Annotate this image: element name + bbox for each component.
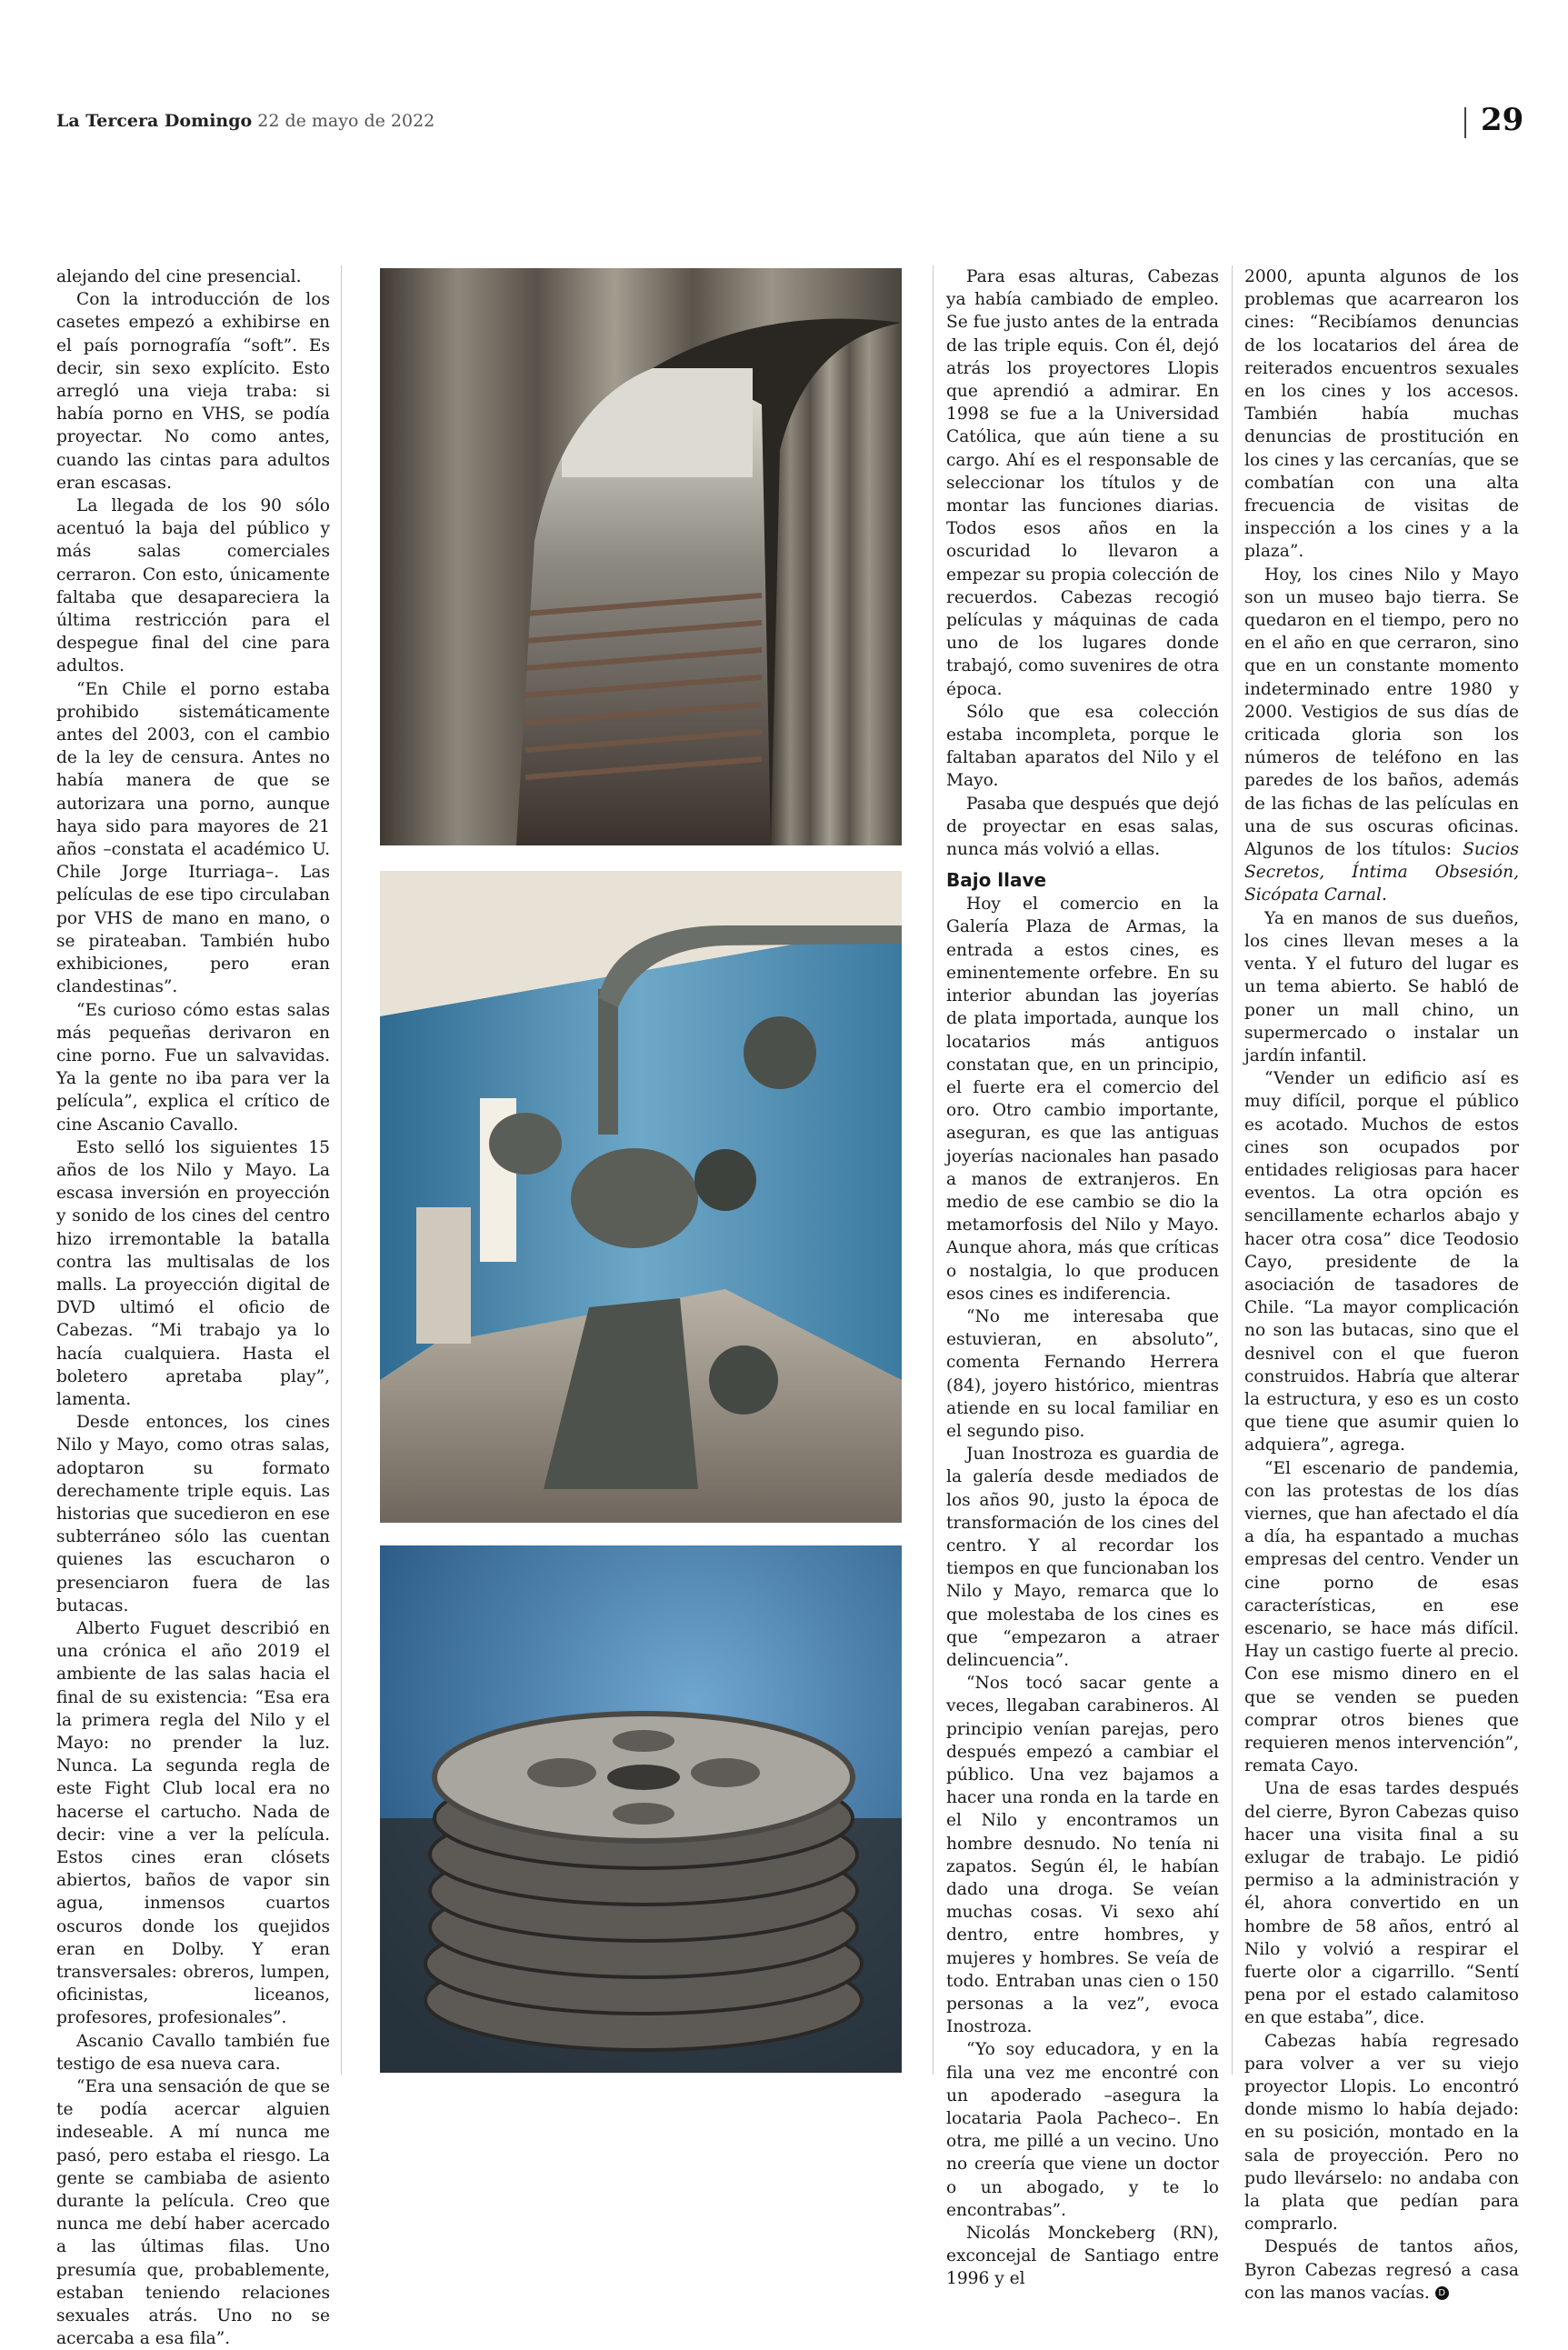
paragraph: “El escenario de pandemia, con las protestas de los días viernes, que han afectado el día a día, ha espantado a muchas empresas del centro. Vender un cine porno de esas características, en ese escenario, se hace más difícil. Hay un castigo fuerte al precio. Con ese mismo dinero en el que se venden se pueden comprar otros bienes que requieren menos intervención”, remata Cayo. <box>1244 1458 1519 1776</box>
paragraph: Esto selló los siguientes 15 años de los Nilo y Mayo. La escasa inversión en proyección y sonido de los cines del centro hizo irremontable la batalla contra las multisalas de los malls. La proyección digital de DVD ultimó el oficio de Cabezas. “Mi trabajo ya lo hacía cualquiera. Hasta el boletero apretaba play”, lamenta. <box>56 1137 330 1409</box>
paragraph: “Vender un edificio así es muy difícil, porque el público es acotado. Muchos de estos cines son ocupados por entidades religiosas para hacer eventos. La otra opción es sencillamente echarlos abajo y hacer otra cosa” dice Teodosio Cayo, presidente de la asociación de tasadores de Chile. “La mayor complicación no son las butacas, sino que el desnivel con el que fueron construidos. Habría que alterar la estructura, y eso es un costo que tiene que asumir quien lo adquiera”, agrega. <box>1244 1069 1519 1455</box>
projection-room-photo <box>380 871 902 1523</box>
subheading: Bajo llave <box>946 869 1047 892</box>
end-of-article-icon: D <box>1435 2286 1449 2300</box>
publication-line <box>56 111 434 131</box>
column-4 <box>1244 265 1519 2303</box>
paragraph: Nicolás Monckeberg (RN), exconcejal de Santiago entre 1996 y el <box>946 2224 1219 2289</box>
paragraph: 2000, apunta algunos de los problemas que acarrearon los cines: “Recibíamos denuncias de los locatarios del área de reiterados encuentros sexuales en los cines y los accesos. También había muchas denuncias de prostitución en los cines y las cercanías, que se combatían con una alta frecuencia de visitas de inspección a los cines y a la plaza”. <box>1244 267 1519 562</box>
film-reels-photo <box>380 1545 902 2073</box>
paragraph: La llegada de los 90 sólo acentuó la baja del público y más salas comerciales cerraron. Con esto, únicamente faltaba que desapareciera la última restricción para el despegue final del cine para adultos. <box>56 496 330 676</box>
paragraph: Cabezas había regresado para volver a ver su viejo proyector Llopis. Lo encontró donde mismo lo había dejado: en su posición, montado en la sala de proyección. Pero no pudo llevárselo: no andaba con la plata que pedían para comprarlo. <box>1244 2031 1519 2235</box>
column-divider <box>1232 265 1233 2075</box>
paragraph: Juan Inostroza es guardia de la galería desde mediados de los años 90, justo la época de transformación de los cines del centro. Y al recordar los tiempos en que funcionaban los Nilo y Mayo, remarca que lo que molestaba de los cines es que “empezaron a atraer delincuencia”. <box>946 1445 1219 1670</box>
paragraph <box>1244 2235 1519 2305</box>
curtain-theater-photo <box>380 268 902 845</box>
paragraph: Ya en manos de sus dueños, los cines llevan meses a la venta. Y el futuro del lugar es un tema abierto. Se habló de poner un mall chino, un supermercado o instalar un jardín infantil. <box>1244 908 1519 1065</box>
paragraph: “Nos tocó sacar gente a veces, llegaban carabineros. Al principio venían parejas, pero después empezó a cambiar el público. Una vez bajamos a hacer una ronda en la tarde en el Nilo y encontramos un hombre desnudo. No tenía ni zapatos. Según él, le habían dado una droga. Se veían muchas cosas. Vi sexo ahí dentro, entre hombres, y mujeres y hombres. Se veía de todo. Entraban unas cien o 150 personas a la vez”, evoca Inostroza. <box>946 1674 1219 2037</box>
header-divider <box>1464 107 1466 138</box>
paragraph: “Es curioso cómo estas salas más pequeñas derivaron en cine porno. Fue un salvavidas. Ya la gente no iba para ver la película”, explica el crítico de cine Ascanio Cavallo. <box>56 1000 330 1135</box>
paragraph: Sólo que esa colección estaba incompleta, porque le faltaban aparatos del Nilo y el Mayo. <box>946 702 1219 791</box>
paragraph: alejando del cine presencial. <box>56 267 302 286</box>
page-number: 29 <box>1481 102 1524 138</box>
paragraph: Con la introducción de los casetes empezó a exhibirse en el país pornografía “soft”. Es decir, sin sexo explícito. Esto arregló una vieja traba: si había porno en VHS, se podía proyectar. No como antes, cuando las cintas para adultos eran escasas. <box>56 290 330 493</box>
paragraph: “Yo soy educadora, y en la fila una vez me encontré con un apoderado –asegura la locataria Paola Pacheco–. En otra, me pillé a un vecino. Uno no creería que viene un doctor o un abogado, y te lo encontrabas”. <box>946 2040 1219 2220</box>
paragraph-text: Después de tantos años, Byron Cabezas regresó a casa con las manos vacías. <box>1244 2237 1519 2303</box>
paragraph: “Era una sensación de que se te podía acercar alguien indeseable. A mí nunca me pasó, pero estaba el riesgo. La gente se cambiaba de asiento durante la película. Creo que nunca me debí haber acercado a las últimas filas. Uno presumía que, probablemente, estaban teniendo relaciones sexuales atrás. Uno no se acercaba a esa fila”. <box>56 2077 330 2349</box>
column-divider <box>341 265 342 2075</box>
paragraph: Una de esas tardes después del cierre, Byron Cabezas quiso hacer una visita final a su exlugar de trabajo. Le pidió permiso a la administración y él, ahora convertido en un hombre de 58 años, entró al Nilo y volvió a respirar el fuerte olor a cigarrillo. “Sentí pena por el estado calamitoso en que estaba”, dice. <box>1244 1779 1519 2028</box>
paragraph-text: Hoy, los cines Nilo y Mayo son un museo bajo tierra. Se quedaron en el tiempo, pero no en el año en que cerraron, sino que en un constante momento indeterminado entre 1980 y 2000. Vestigios de sus días de criticada gloria son los números de teléfono en las paredes de los baños, además de las fichas de las películas en una de sus oscuras oficinas. Algunos de los títulos: <box>1244 565 1519 860</box>
paragraph: Ascanio Cavallo también fue testigo de esa nueva cara. <box>56 2031 330 2074</box>
film-titles: Sucios Secretos, Íntima Obsesión, Sicópata Carnal <box>1244 840 1519 905</box>
publication-name: La Tercera Domingo <box>56 111 253 131</box>
paragraph: “En Chile el porno estaba prohibido sistemáticamente antes del 2003, con el cambio de la ley de censura. Antes no había manera de que se autorizara una porno, aunque haya sido para mayores de 21 años –constata el académico U. Chile Jorge Iturriaga–. Las películas de ese tipo circulaban por VHS de mano en mano, o se pirateaban. También hubo exhibiciones, pero eran clandestinas”. <box>56 679 330 997</box>
issue-date: 22 de mayo de 2022 <box>257 111 435 131</box>
paragraph: Alberto Fuguet describió en una crónica el año 2019 el ambiente de las salas hacia el final de su existencia: “Esa era la primera regla del Nilo y el Mayo: no prender la luz. Nunca. La segunda regla de este Fight Club local era no hacerse el cartucho. Nada de decir: vine a ver la película. Estos cines eran clósets abiertos, baños de vapor sin agua, inmensos cuartos oscuros donde los quejidos eran en Dolby. Y eran transversales: obreros, lumpen, oficinistas, liceanos, profesores, profesionales”. <box>56 1618 330 2028</box>
paragraph: “No me interesaba que estuvieran, en absoluto”, comenta Fernando Herrera (84), joyero histórico, mientras atiende en su local familiar en el segundo piso. <box>946 1306 1219 1441</box>
page-header <box>56 102 1524 144</box>
column-3 <box>946 265 1219 2289</box>
paragraph: Desde entonces, los cines Nilo y Mayo, como otras salas, adoptaron su formato derechamente triple equis. Las historias que sucedieron en ese subterráneo sólo las cuentan quienes las escucharon o presenciaron fuera de las butacas. <box>56 1413 330 1615</box>
column-divider <box>933 265 934 2075</box>
paragraph: Hoy, los cines Nilo y Mayo son un museo bajo tierra. Se quedaron en el tiempo, pero no en el año en que cerraron, sino que en un constante momento indeterminado entre 1980 y 2000. Vestigios de sus días de criticada gloria son los números de teléfono en las paredes de los baños, además de las fichas de las películas en una de sus oscuras oficinas. Algunos de los títulos: Sucios Secretos, Íntima Obsesión, Sicópata Carnal. <box>1244 565 1519 905</box>
paragraph: Hoy el comercio en la Galería Plaza de Armas, la entrada a estos cines, es eminentemente orfebre. En su interior abundan las joyerías de plata importada, aunque los locatarios más antiguos constatan que, en un principio, el fuerte era el comercio del oro. Otro cambio importante, aseguran, es que las antiguas joyerías nacionales han pasado a manos de extranjeros. En medio de ese cambio se dio la metamorfosis del Nilo y Mayo. Aunque ahora, más que críticas o nostalgia, lo que producen esos cines es indiferencia. <box>946 895 1219 1304</box>
column-1 <box>56 265 330 2349</box>
paragraph: Para esas alturas, Cabezas ya había cambiado de empleo. Se fue justo antes de la entrada de las triple equis. Con él, dejó atrás los proyectores Llopis que aprendió a admirar. En 1998 se fue a la Universidad Católica, que aún tiene a su cargo. Ahí es el responsable de seleccionar los títulos y de montar las funciones diarias. Todos esos años en la oscuridad lo llevaron a empezar su propia colección de recuerdos. Cabezas recogió películas y máquinas de cada uno de los lugares donde trabajó, como suvenires de otra época. <box>946 267 1219 699</box>
paragraph: Pasaba que después que dejó de proyectar en esas salas, nunca más volvió a ellas. <box>946 794 1219 860</box>
